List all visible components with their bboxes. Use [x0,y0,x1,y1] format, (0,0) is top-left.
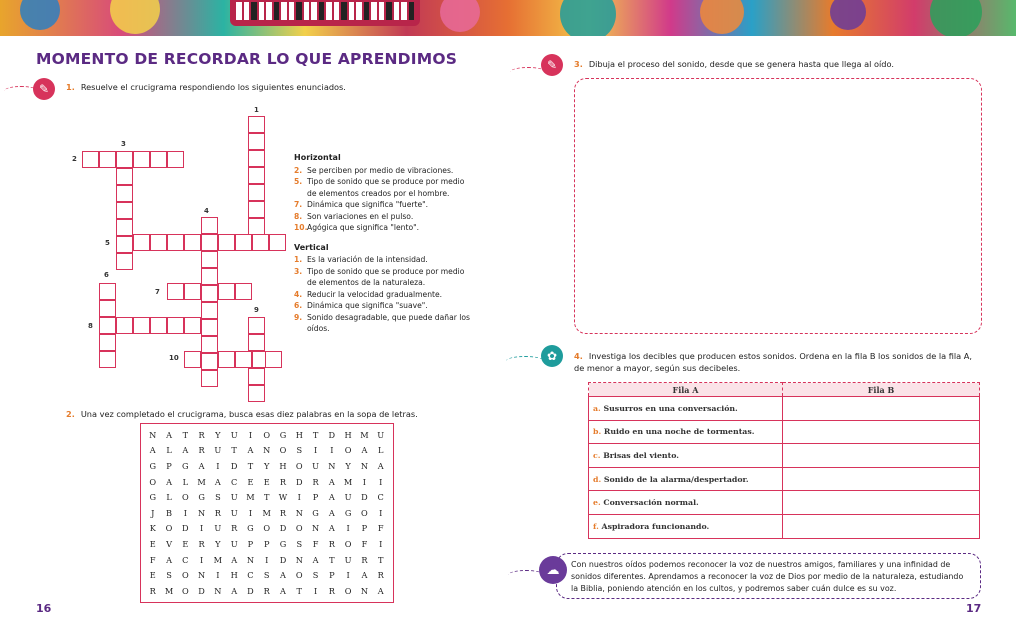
word-search-letter[interactable]: I [330,445,334,456]
crossword-number: 5 [105,239,110,247]
word-search-letter[interactable]: T [247,460,254,471]
col-b-header: Fila B [783,383,980,397]
word-search-letter[interactable]: O [263,429,271,440]
fila-b-cell[interactable] [783,491,980,515]
crossword-cell[interactable] [167,234,184,251]
crossword-number: 8 [88,322,93,330]
word-search-letter[interactable]: H [230,570,239,581]
crossword-number: 9 [254,306,259,314]
reflection-note: Con nuestros oídos podemos reconocer la voz de nuestros amigos, familiares y una infinidad de sonidos diferentes. Aprendamos a reconocer la voz de Dios por medio de la naturaleza, estudiando la Biblia, poniendo atención en los cultos, y podremos saber cuán dulce es su voz. [556,553,981,599]
word-search-letter[interactable]: L [377,445,384,456]
crossword-cell[interactable] [99,151,116,168]
word-search-letter[interactable]: E [182,538,189,549]
word-search-letter[interactable]: Y [215,429,222,440]
word-search-letter[interactable]: I [183,507,188,518]
table-row [589,420,980,444]
crossword-number: 3 [121,140,126,148]
word-search-letter[interactable]: F [361,538,368,549]
crossword-cell[interactable] [248,201,265,218]
word-search-letter[interactable]: O [165,523,173,534]
crossword-cell[interactable] [167,317,184,334]
crossword-cell[interactable] [184,234,201,251]
word-search-letter[interactable]: T [377,554,384,565]
question-2: 2. Una vez completado el crucigrama, busca esas diez palabras en la sopa de letras. [66,409,418,419]
word-search-letter[interactable]: N [263,445,271,456]
word-search-letter[interactable]: P [361,523,368,534]
clue-v3: 3. Tipo de sonido que se produce por medio de elementos de la naturaleza. [294,266,465,287]
crossword-cell[interactable] [265,351,282,368]
word-search-letter[interactable]: A [182,445,189,456]
crossword-cell[interactable] [235,234,252,251]
word-search-letter[interactable]: O [361,507,369,518]
word-search-letter[interactable]: A [312,554,320,565]
word-search-letter[interactable]: R [149,585,157,596]
question-3: 3. Dibuja el proceso del sonido, desde que se genera hasta que llega al oído. [574,59,894,69]
crossword-cell[interactable] [248,184,265,201]
word-search-letter[interactable]: R [231,523,238,534]
word-search-letter[interactable]: A [328,507,336,518]
crossword-cell[interactable] [269,234,286,251]
crossword-cell[interactable] [218,351,235,368]
word-search-row [145,489,389,505]
crossword-cell[interactable] [116,236,133,253]
word-search-letter[interactable]: R [198,445,206,456]
word-search-letter[interactable]: R [214,507,222,518]
clue-v4: 4. Reducir la velocidad gradualmente. [294,289,443,299]
word-search-letter[interactable]: A [361,445,368,456]
word-search-letter[interactable]: Y [264,460,270,471]
word-search-letter[interactable]: I [265,554,269,565]
word-search-letter[interactable]: D [230,460,238,471]
crossword-number: 1 [254,106,259,114]
crossword-cell[interactable] [116,168,133,185]
word-search-letter[interactable]: O [295,460,304,471]
crossword-cell[interactable] [248,334,265,351]
word-search-letter[interactable]: U [230,429,239,440]
fila-a-cell: c. Brisas del viento. [589,444,783,468]
word-search-letter[interactable]: D [295,476,304,487]
word-search-letter[interactable]: V [166,538,173,549]
word-search-letter[interactable]: R [198,429,206,440]
word-search-letter[interactable]: D [279,554,287,565]
word-search-letter[interactable]: E [247,476,254,487]
fila-b-cell[interactable] [783,420,980,444]
word-search-letter[interactable]: A [166,429,173,440]
word-search-letter[interactable]: I [346,523,351,534]
crossword-cell[interactable] [248,317,265,334]
word-search-row [145,521,389,537]
crossword-cell[interactable] [201,336,218,353]
crossword-cell[interactable] [201,353,218,370]
question-1: 1. Resuelve el crucigrama respondiendo los siguientes enunciados. [66,82,346,92]
word-search-letter[interactable]: Y [345,460,352,471]
word-search-letter[interactable]: C [247,570,255,581]
word-search-letter[interactable]: P [263,538,270,549]
word-search-letter[interactable]: C [231,476,238,487]
research-icon: ✿ [541,345,563,367]
word-search-letter[interactable]: N [198,570,206,581]
table-row [589,467,980,491]
word-search-letter[interactable]: R [361,554,368,565]
crossword-cell[interactable] [248,150,265,167]
word-search-letter[interactable]: A [328,523,336,534]
word-search-letter[interactable]: I [379,476,383,487]
word-search-letter[interactable]: D [279,523,287,534]
word-search-letter[interactable]: N [295,507,304,518]
word-search-letter[interactable]: B [166,507,173,518]
word-search-row [145,458,389,474]
page-number-right: 17 [966,602,982,615]
crossword-cell[interactable] [99,334,116,351]
crossword-cell[interactable] [150,317,167,334]
word-search-letter[interactable]: I [379,538,383,549]
word-search-row [145,427,389,443]
crossword-number: 4 [204,207,209,215]
crossword-cell[interactable] [218,283,235,300]
word-search-letter[interactable]: S [263,570,271,581]
decorative-dash [506,356,544,366]
crossword-cell[interactable] [99,351,116,368]
page-title: MOMENTO DE RECORDAR LO QUE APRENDIMOS [36,50,458,68]
word-search-letter[interactable]: P [312,492,319,503]
word-search-letter[interactable]: Y [215,538,222,549]
word-search-row [145,567,389,583]
crossword-cell[interactable] [116,219,133,236]
word-search-letter[interactable]: O [344,538,352,549]
word-search-row [145,474,389,490]
col-a-header: Fila A [589,383,783,397]
crossword-cell[interactable] [201,302,218,319]
word-search-letter[interactable]: I [346,570,351,581]
crossword-cell[interactable] [248,133,265,150]
word-search-letter[interactable]: A [231,585,238,596]
word-search-letter[interactable]: N [311,523,320,534]
word-search-letter[interactable]: D [182,523,190,534]
word-search-letter[interactable]: T [182,429,189,440]
crossword-cell[interactable] [235,351,252,368]
word-search-letter[interactable]: A [231,554,238,565]
word-search-letter[interactable]: M [246,492,256,503]
crossword-cell[interactable] [235,283,252,300]
word-search-letter[interactable]: R [263,585,271,596]
word-search-letter[interactable]: D [328,429,336,440]
clue-h8: 8. Son variaciones en el pulso. [294,211,414,221]
word-search-letter[interactable]: H [344,429,353,440]
crossword-cell[interactable] [116,202,133,219]
word-search-letter[interactable]: G [182,460,190,471]
crossword-cell[interactable] [116,317,133,334]
word-search-letter[interactable]: N [198,507,206,518]
word-search-letter[interactable]: U [344,492,353,503]
word-search-letter[interactable]: L [166,492,173,503]
crossword-cell[interactable] [201,285,218,302]
word-search-letter[interactable]: N [295,554,304,565]
word-search-letter[interactable]: C [182,554,189,565]
crossword-number: 10 [169,354,179,362]
word-search-letter[interactable]: G [198,492,206,503]
word-search-letter[interactable]: A [198,460,206,471]
word-search-letter[interactable]: G [344,507,352,518]
word-search-grid[interactable] [140,423,394,603]
horizontal-heading: Horizontal [294,153,341,162]
word-search-letter[interactable]: S [296,445,303,456]
word-search-letter[interactable]: I [313,445,318,456]
word-search-letter[interactable]: I [379,507,383,518]
word-search-letter[interactable]: E [149,570,157,581]
piano-keyboard-illustration [230,0,420,26]
fila-a-cell: a. Susurros en una conversación. [589,397,783,421]
word-search-letter[interactable]: N [328,460,336,471]
word-search-letter[interactable]: T [312,429,319,440]
word-search-letter[interactable]: M [262,507,272,518]
crossword-cell[interactable] [248,368,265,385]
word-search-letter[interactable]: G [279,538,287,549]
clue-v1: 1. Es la variación de la intensidad. [294,255,428,264]
word-search-letter[interactable]: S [312,570,319,581]
word-search-letter[interactable]: A [280,570,287,581]
page-number-left: 16 [36,602,52,615]
word-search-letter[interactable]: I [297,492,302,503]
crossword-cell[interactable] [201,370,218,387]
word-search-letter[interactable]: I [313,585,318,596]
word-search-letter[interactable]: U [344,554,353,565]
word-search-letter[interactable]: A [377,585,385,596]
word-search-row [145,536,389,552]
word-search-letter[interactable]: P [247,538,254,549]
crossword-cell[interactable] [133,317,150,334]
word-search-letter[interactable]: O [295,523,304,534]
word-search-letter[interactable]: A [280,585,287,596]
word-search-letter[interactable]: R [279,476,287,487]
word-search-letter[interactable]: U [230,538,239,549]
word-search-letter[interactable]: O [181,585,190,596]
word-search-letter[interactable]: I [362,476,367,487]
word-search-letter[interactable]: U [214,445,222,456]
fila-a-cell: e. Conversación normal. [589,491,783,515]
crossword-number: 6 [104,271,109,279]
word-search-letter[interactable]: G [312,507,320,518]
crossword-number: 7 [155,288,160,296]
fila-b-cell[interactable] [783,514,980,538]
word-search-letter[interactable]: M [164,585,174,596]
fila-b-cell[interactable] [783,467,980,491]
word-search-letter[interactable]: R [377,570,385,581]
table-row [589,514,980,538]
word-search-letter[interactable]: M [360,429,370,440]
word-search-letter[interactable]: G [149,492,157,503]
crossword-cell[interactable] [167,151,184,168]
word-search-letter[interactable]: O [263,523,271,534]
word-search-letter[interactable]: I [216,570,220,581]
pencil-icon: ✎ [33,78,55,100]
crossword-cell[interactable] [252,234,269,251]
word-search-letter[interactable]: T [296,585,303,596]
crossword-cell[interactable] [248,218,265,235]
word-search-letter[interactable]: S [166,570,173,581]
word-search-letter[interactable]: S [296,538,303,549]
word-search-letter[interactable]: T [263,492,270,503]
pencil-icon: ✎ [541,54,563,76]
crossword-cell[interactable] [116,185,133,202]
word-search-letter[interactable]: L [182,476,189,487]
word-search-letter[interactable]: N [149,429,157,440]
sound-ranking-table [588,382,980,539]
crossword-clues [294,152,474,335]
word-search-letter[interactable]: N [360,585,369,596]
word-search-letter[interactable]: I [248,429,253,440]
crossword-cell[interactable] [248,385,265,402]
clue-h5: 5. Tipo de sonido que se produce por medio de elementos creados por el hombre. [294,177,465,198]
word-search-letter[interactable]: E [149,538,157,549]
word-search-letter[interactable]: I [199,554,204,565]
word-search-letter[interactable]: S [215,492,222,503]
crossword-cell[interactable] [201,268,218,285]
crossword-cell[interactable] [116,151,133,168]
word-search-letter[interactable]: G [279,429,287,440]
fila-b-cell[interactable] [783,397,980,421]
fila-b-cell[interactable] [783,444,980,468]
word-search-letter[interactable]: O [181,492,190,503]
crossword-cell[interactable] [184,351,201,368]
word-search-letter[interactable]: D [198,585,206,596]
clue-h2: 2. Se perciben por medio de vibraciones. [294,165,454,175]
word-search-letter[interactable]: U [312,460,320,471]
word-search-letter[interactable]: N [246,554,255,565]
word-search-letter[interactable]: F [149,554,157,565]
table-row [589,397,980,421]
word-search-letter[interactable]: I [199,523,204,534]
word-search-letter[interactable]: E [263,476,271,487]
word-search-letter[interactable]: A [361,570,368,581]
crossword-cell[interactable] [201,217,218,234]
word-search-letter[interactable]: L [166,445,173,456]
table-row [589,444,980,468]
crossword-cell[interactable] [150,151,167,168]
word-search-letter[interactable]: M [343,476,353,487]
word-search-letter[interactable]: T [231,445,238,456]
word-search-letter[interactable]: W [278,492,288,503]
word-search-letter[interactable]: R [198,538,206,549]
crossword-cell[interactable] [248,116,265,133]
word-search-letter[interactable]: O [279,445,287,456]
word-search-letter[interactable]: M [197,476,207,487]
table-row [589,491,980,515]
word-search-letter[interactable]: J [151,507,155,518]
crossword-cell[interactable] [116,253,133,270]
word-search-row [145,552,389,568]
word-search-letter[interactable]: R [279,507,287,518]
word-search-letter[interactable]: A [328,476,336,487]
word-search-letter[interactable]: P [329,570,336,581]
word-search-letter[interactable]: H [295,429,304,440]
word-search-row [145,583,389,599]
word-search-letter[interactable]: O [344,585,352,596]
word-search-letter[interactable]: F [377,523,385,534]
crossword-cell[interactable] [218,234,235,251]
word-search-letter[interactable]: I [248,507,253,518]
word-search-letter[interactable]: F [312,538,319,549]
word-search-letter[interactable]: A [149,445,157,456]
word-search-row [145,505,389,521]
word-search-letter[interactable]: A [166,476,173,487]
word-search-letter[interactable]: G [247,523,255,534]
word-search-letter[interactable]: G [149,460,157,471]
crossword-cell[interactable] [99,317,116,334]
word-search-letter[interactable]: A [166,554,173,565]
word-search-letter[interactable]: N [360,460,369,471]
crossword-cell[interactable] [201,319,218,336]
fila-a-cell: b. Ruido en una noche de tormentas. [589,420,783,444]
fila-a-cell: f. Aspiradora funcionando. [589,514,783,538]
word-search-letter[interactable]: T [329,554,336,565]
word-search-letter[interactable]: P [166,460,173,471]
word-search-letter[interactable]: A [247,445,254,456]
crossword-cell[interactable] [82,151,99,168]
word-search-letter[interactable]: R [328,538,336,549]
word-search-letter[interactable]: I [216,460,220,471]
clue-v9: 9. Sonido desagradable, que puede dañar los oídos. [294,312,470,333]
drawing-area[interactable] [574,78,982,334]
word-search-letter[interactable]: C [377,492,385,503]
crossword-cell[interactable] [201,251,218,268]
crossword-cell[interactable] [184,317,201,334]
vertical-heading: Vertical [294,242,329,252]
clue-h10: 10. Agógica que significa "lento". [294,223,420,232]
crossword-cell[interactable] [248,167,265,184]
word-search-letter[interactable]: O [181,570,190,581]
word-search-letter[interactable]: R [328,585,336,596]
crossword-cell[interactable] [133,151,150,168]
word-search-letter[interactable]: K [149,523,157,534]
word-search-letter[interactable]: U [214,523,222,534]
question-4: 4. Investiga los decibles que producen estos sonidos. Ordena en la fila B los sonidos de la fila A, de menor a mayor, según sus decibeles. [574,351,973,373]
word-search-letter[interactable]: O [295,570,304,581]
word-search-letter[interactable]: N [214,585,222,596]
word-search-letter[interactable]: O [344,445,352,456]
cloud-heart-icon: ☁ [539,556,567,584]
word-search-letter[interactable]: H [279,460,288,471]
clue-h7: 7. Dinámica que significa "fuerte". [294,200,429,209]
word-search-letter[interactable]: U [230,507,239,518]
clue-v6: 6. Dinámica que significa "suave". [294,301,428,310]
crossword-cell[interactable] [201,234,218,251]
fila-a-cell: d. Sonido de la alarma/despertador. [589,467,783,491]
word-search-letter[interactable]: O [149,476,157,487]
word-search-letter[interactable]: A [328,492,336,503]
word-search-letter[interactable]: R [312,476,320,487]
word-search-letter[interactable]: D [361,492,369,503]
word-search-letter[interactable]: D [247,585,255,596]
crossword-cell[interactable] [150,234,167,251]
word-search-letter[interactable]: A [214,476,222,487]
decorative-banner [0,0,1016,36]
word-search-letter[interactable]: U [230,492,239,503]
word-search-row [145,443,389,459]
crossword-cell[interactable] [99,283,116,300]
crossword-number: 2 [72,155,77,163]
crossword-cell[interactable] [133,234,150,251]
crossword-cell[interactable] [167,283,184,300]
crossword-cell[interactable] [184,283,201,300]
crossword-cell[interactable] [99,300,116,317]
word-search-letter[interactable]: M [213,554,223,565]
word-search-letter[interactable]: U [377,429,385,440]
word-search-letter[interactable]: A [377,460,385,471]
